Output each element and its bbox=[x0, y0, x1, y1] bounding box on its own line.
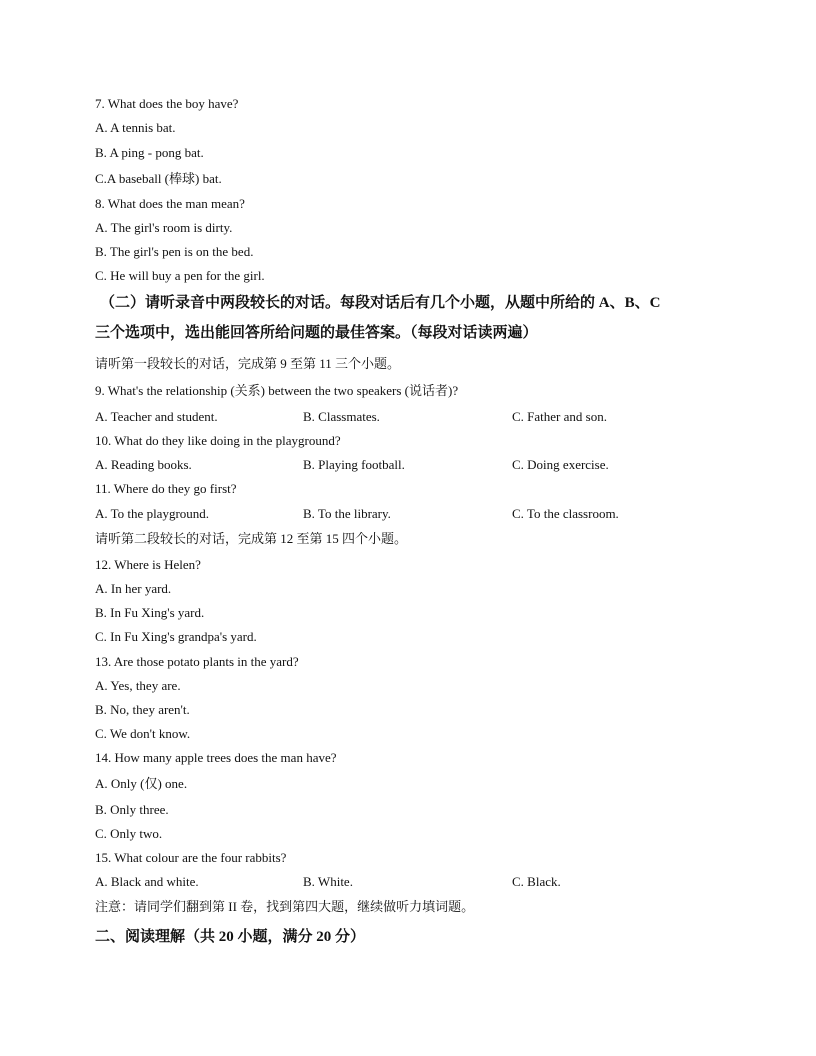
question-9: 9. What's the relationship (关系) between the two speakers (说话者)? bbox=[95, 383, 459, 398]
q10-option-c: C. Doing exercise. bbox=[512, 457, 609, 472]
q15-option-c: C. Black. bbox=[512, 874, 561, 889]
q15-option-a: A. Black and white. bbox=[95, 874, 199, 889]
q10-option-b: B. Playing football. bbox=[303, 457, 405, 472]
q13-option-b: B. No, they aren't. bbox=[95, 702, 190, 717]
question-15: 15. What colour are the four rabbits? bbox=[95, 850, 287, 865]
dialogue-2-instruction: 请听第二段较长的对话，完成第 12 至第 15 四个小题。 bbox=[95, 531, 408, 546]
q8-option-c: C. He will buy a pen for the girl. bbox=[95, 268, 265, 283]
listening-note: 注意：请同学们翻到第 II 卷，找到第四大题，继续做听力填词题。 bbox=[95, 899, 475, 914]
q7-option-a: A. A tennis bat. bbox=[95, 120, 176, 135]
q7-option-c: C.A baseball (棒球) bat. bbox=[95, 171, 222, 186]
question-12: 12. Where is Helen? bbox=[95, 557, 201, 572]
q11-option-c: C. To the classroom. bbox=[512, 506, 619, 521]
question-10: 10. What do they like doing in the playground? bbox=[95, 433, 341, 448]
q8-option-b: B. The girl's pen is on the bed. bbox=[95, 244, 254, 259]
q9-option-b: B. Classmates. bbox=[303, 409, 380, 424]
section-2-heading-line-2: 三个选项中，选出能回答所给问题的最佳答案。（每段对话读两遍） bbox=[95, 325, 538, 341]
q14-option-a: A. Only (仅) one. bbox=[95, 776, 188, 791]
q9-option-c: C. Father and son. bbox=[512, 409, 607, 424]
q11-option-b: B. To the library. bbox=[303, 506, 391, 521]
section-2-heading-line-1: （二）请听录音中两段较长的对话。每段对话后有几个小题，从题中所给的 A、B、C bbox=[100, 295, 661, 311]
q8-option-a: A. The girl's room is dirty. bbox=[95, 220, 233, 235]
question-14: 14. How many apple trees does the man have? bbox=[95, 750, 337, 765]
q13-option-c: C. We don't know. bbox=[95, 726, 191, 741]
question-8: 8. What does the man mean? bbox=[95, 196, 245, 211]
q12-option-a: A. In her yard. bbox=[95, 581, 172, 596]
reading-section-heading: 二、阅读理解（共 20 小题，满分 20 分） bbox=[95, 929, 366, 945]
q9-option-a: A. Teacher and student. bbox=[95, 409, 218, 424]
q12-option-c: C. In Fu Xing's grandpa's yard. bbox=[95, 629, 257, 644]
q14-option-b: B. Only three. bbox=[95, 802, 169, 817]
q7-option-b: B. A ping - pong bat. bbox=[95, 145, 204, 160]
question-11: 11. Where do they go first? bbox=[95, 481, 237, 496]
q15-option-b: B. White. bbox=[303, 874, 353, 889]
dialogue-1-instruction: 请听第一段较长的对话，完成第 9 至第 11 三个小题。 bbox=[95, 356, 401, 371]
q10-option-a: A. Reading books. bbox=[95, 457, 192, 472]
q14-option-c: C. Only two. bbox=[95, 826, 163, 841]
q11-option-a: A. To the playground. bbox=[95, 506, 210, 521]
question-13: 13. Are those potato plants in the yard? bbox=[95, 654, 299, 669]
q13-option-a: A. Yes, they are. bbox=[95, 678, 181, 693]
question-7: 7. What does the boy have? bbox=[95, 96, 239, 111]
q12-option-b: B. In Fu Xing's yard. bbox=[95, 605, 205, 620]
